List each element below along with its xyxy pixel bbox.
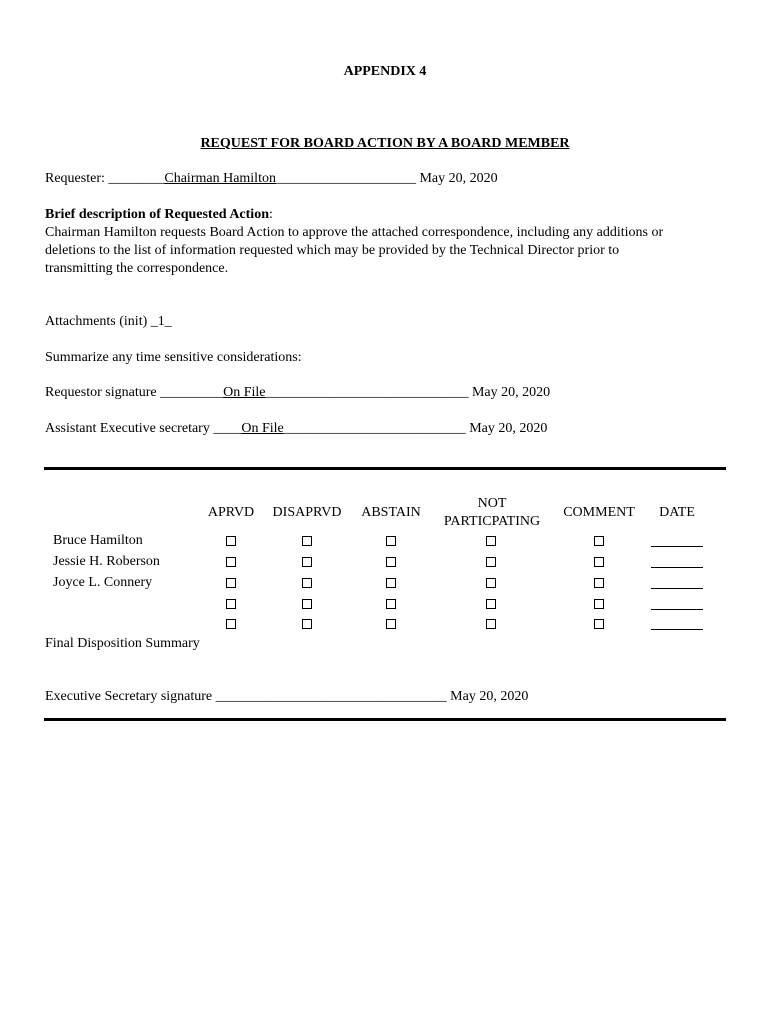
requester-name: Chairman Hamilton bbox=[164, 171, 276, 186]
assistant-signature-line: Assistant Executive secretary ____On File__________________________ May 20, 2020 bbox=[45, 421, 548, 436]
aprvd-checkbox[interactable] bbox=[226, 557, 236, 567]
comment-checkbox[interactable] bbox=[594, 536, 604, 546]
description-heading: Brief description of Requested Action bbox=[45, 207, 269, 222]
requester-date: May 20, 2020 bbox=[415, 171, 498, 186]
date-blank-line bbox=[651, 609, 703, 610]
requestor-signature-line: Requestor signature _________On File_____________________________ May 20, 2020 bbox=[45, 385, 551, 400]
aprvd-checkbox[interactable] bbox=[226, 578, 236, 588]
disaprvd-checkbox[interactable] bbox=[302, 578, 312, 588]
form-title: REQUEST FOR BOARD ACTION BY A BOARD MEMBER bbox=[200, 136, 570, 151]
member-name: Bruce Hamilton bbox=[53, 533, 143, 548]
not-participating-checkbox[interactable] bbox=[486, 578, 496, 588]
col-header-abstain: ABSTAIN bbox=[361, 505, 421, 520]
col-header-not: NOT bbox=[477, 496, 507, 511]
member-name: Jessie H. Roberson bbox=[53, 554, 160, 569]
not-participating-checkbox[interactable] bbox=[486, 557, 496, 567]
description-line-3: transmitting the correspondence. bbox=[45, 261, 229, 276]
final-disposition-label: Final Disposition Summary bbox=[45, 636, 200, 651]
member-name: Joyce L. Connery bbox=[53, 575, 153, 590]
abstain-checkbox[interactable] bbox=[386, 536, 396, 546]
date-blank-line bbox=[651, 588, 703, 589]
disaprvd-checkbox[interactable] bbox=[302, 619, 312, 629]
section-divider-bottom bbox=[44, 718, 726, 721]
comment-checkbox[interactable] bbox=[594, 619, 604, 629]
section-divider-top bbox=[44, 467, 726, 470]
aprvd-checkbox[interactable] bbox=[226, 536, 236, 546]
date-blank-line bbox=[651, 567, 703, 568]
comment-checkbox[interactable] bbox=[594, 599, 604, 609]
requester-label: Requester: bbox=[45, 171, 109, 186]
abstain-checkbox[interactable] bbox=[386, 619, 396, 629]
col-header-date: DATE bbox=[659, 505, 695, 520]
col-header-comment: COMMENT bbox=[563, 505, 635, 520]
date-blank-line bbox=[651, 546, 703, 547]
aprvd-checkbox[interactable] bbox=[226, 619, 236, 629]
disaprvd-checkbox[interactable] bbox=[302, 536, 312, 546]
col-header-disaprvd: DISAPRVD bbox=[272, 505, 342, 520]
attachments-line: Attachments (init) _1_ bbox=[45, 314, 172, 329]
description-heading-line: Brief description of Requested Action: bbox=[45, 207, 273, 222]
disaprvd-checkbox[interactable] bbox=[302, 599, 312, 609]
not-participating-checkbox[interactable] bbox=[486, 619, 496, 629]
abstain-checkbox[interactable] bbox=[386, 599, 396, 609]
not-participating-checkbox[interactable] bbox=[486, 536, 496, 546]
appendix-label: APPENDIX 4 bbox=[343, 64, 427, 79]
requestor-signature-value: On File bbox=[223, 385, 266, 400]
abstain-checkbox[interactable] bbox=[386, 578, 396, 588]
col-header-aprvd: APRVD bbox=[207, 505, 255, 520]
aprvd-checkbox[interactable] bbox=[226, 599, 236, 609]
requester-line: Requester: ________Chairman Hamilton____________________ May 20, 2020 bbox=[45, 171, 498, 186]
description-line-1: Chairman Hamilton requests Board Action to approve the attached correspondence, including any additions or bbox=[45, 225, 664, 240]
not-participating-checkbox[interactable] bbox=[486, 599, 496, 609]
description-line-2: deletions to the list of information requested which may be provided by the Technical Director prior to bbox=[45, 243, 620, 258]
disaprvd-checkbox[interactable] bbox=[302, 557, 312, 567]
abstain-checkbox[interactable] bbox=[386, 557, 396, 567]
assistant-signature-value: On File bbox=[241, 421, 284, 436]
col-header-participating: PARTICPATING bbox=[443, 514, 541, 529]
comment-checkbox[interactable] bbox=[594, 557, 604, 567]
time-sensitive-line: Summarize any time sensitive considerations: bbox=[45, 350, 302, 365]
comment-checkbox[interactable] bbox=[594, 578, 604, 588]
date-blank-line bbox=[651, 629, 703, 630]
executive-signature-line: Executive Secretary signature _________________________________ May 20, 2020 bbox=[45, 689, 529, 704]
